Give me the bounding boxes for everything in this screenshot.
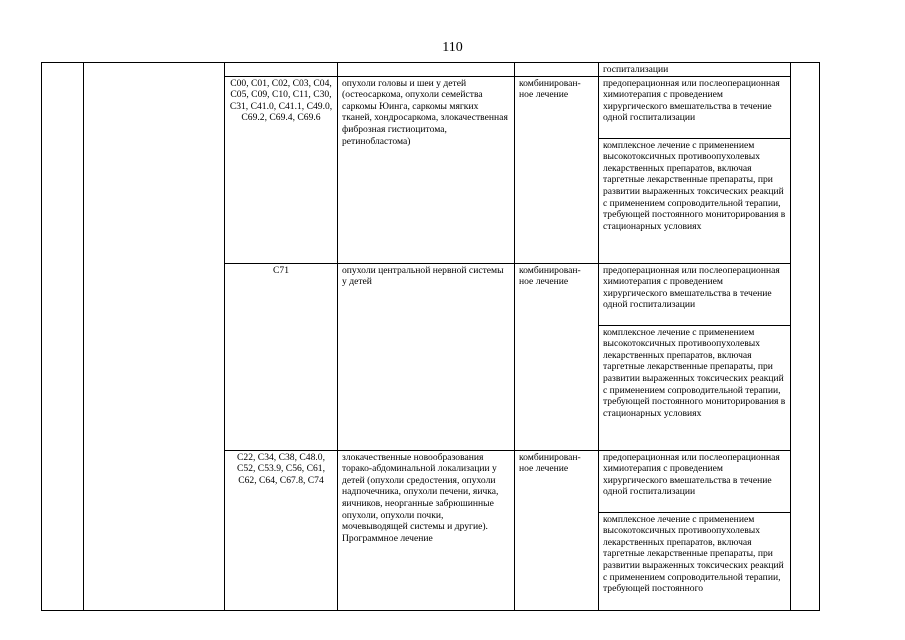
treatment-cell: комплексное лечение с применением высокотоксичных противоопухолевых лекарственных препаратов, включая таргетные лекарственные препараты, при развитии выраженных токсических реакций с применением сопроводительной терапии, требующей постоянного мониторирования в стационарных условиях <box>599 325 791 450</box>
treatment-cell: предоперационная или послеоперационная химиотерапия с проведением хирургического вмешательства в течение одной госпитализации <box>599 450 791 512</box>
method-cell: комбинирован- ное лечение <box>515 76 599 263</box>
column-7-cell <box>791 63 820 611</box>
method-cell <box>515 63 599 77</box>
description-cell: опухоли центральной нервной системы у детей <box>338 263 515 450</box>
description-cell: опухоли головы и шеи у детей (остеосаркома, опухоли семейства саркомы Юинга, саркомы мягких тканей, хондросаркома, злокачественная фиброзная гистиоцитома, ретинобластома) <box>338 76 515 263</box>
column-1-cell <box>42 63 84 611</box>
description-cell <box>338 63 515 77</box>
method-cell: комбинирован- ное лечение <box>515 263 599 450</box>
treatment-table <box>41 62 820 611</box>
page-number: 110 <box>442 40 463 55</box>
code-cell <box>225 63 338 77</box>
code-cell: C00, C01, C02, C03, C04, C05, C09, C10, C11, C30, C31, C41.0, C41.1, C49.0, C69.2, C69.4, C69.6 <box>225 76 338 263</box>
treatment-cell: комплексное лечение с применением высокотоксичных противоопухолевых лекарственных препаратов, включая таргетные лекарственные препараты, при развитии выраженных токсических реакций с применением сопроводительной терапии, требующей постоянного мониторирования в стационарных условиях <box>599 138 791 263</box>
treatment-cell: госпитализации <box>599 63 791 77</box>
code-cell: C22, C34, C38, C48.0, C52, C53.9, C56, C61, C62, C64, C67.8, C74 <box>225 450 338 610</box>
treatment-cell: комплексное лечение с применением высокотоксичных противоопухолевых лекарственных препаратов, включая таргетные лекарственные препараты, при развитии выраженных токсических реакций с применением сопроводительной терапии, требующей постоянного <box>599 512 791 610</box>
treatment-cell: предоперационная или послеоперационная химиотерапия с проведением хирургического вмешательства в течение одной госпитализации <box>599 76 791 138</box>
code-cell: C71 <box>225 263 338 450</box>
description-cell: злокачественные новообразования торако-абдоминальной локализации у детей (опухоли средостения, опухоли надпочечника, опухоли печени, яичка, яичников, неорганные забрюшинные опухоли, опухоли почки, мочевыводящей системы и другие). Программное лечение <box>338 450 515 610</box>
method-cell: комбинирован- ное лечение <box>515 450 599 610</box>
column-2-cell <box>84 63 225 611</box>
table-row <box>42 63 820 77</box>
treatment-cell: предоперационная или послеоперационная химиотерапия с проведением хирургического вмешательства в течение одной госпитализации <box>599 263 791 325</box>
